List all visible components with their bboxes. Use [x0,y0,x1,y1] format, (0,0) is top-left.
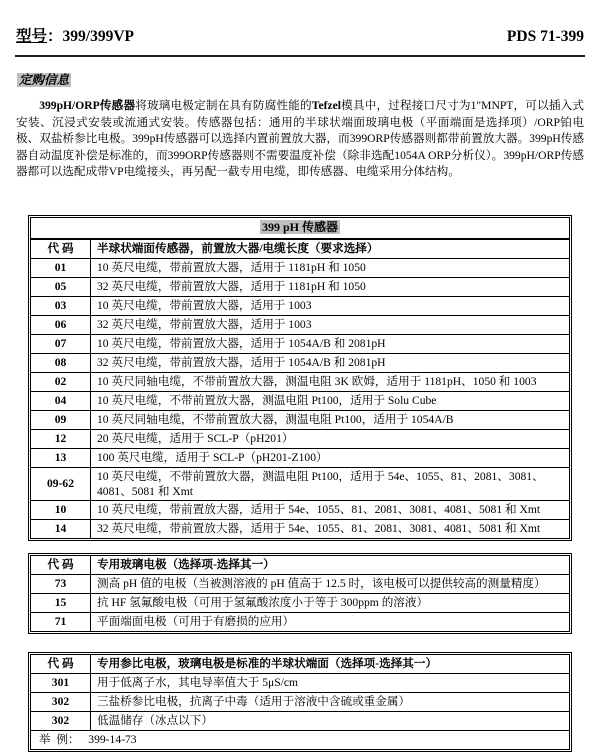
table-header-row [31,239,570,259]
section-heading-wrap [17,70,600,89]
code-cell: 03 [31,296,91,315]
table-row [31,391,570,410]
table-glass-electrode [28,553,572,634]
code-cell: 06 [31,315,91,334]
code-cell: 12 [31,429,91,448]
desc-cell: 平面端面电极（可用于有磨损的应用） [91,612,570,631]
desc-cell: 10 英尺电缆，不带前置放大器，测温电阻 Pt100，适用于 54e、1055、81、2081、3081、4081、5081 和 Xmt [91,467,570,500]
code-cell: 07 [31,334,91,353]
page-title [16,24,134,46]
table-reference-electrode [28,652,572,752]
model-value: 399/399VP [62,28,134,45]
table-row [31,574,570,593]
code-cell: 15 [31,593,91,612]
table-title: 399 pH 传感器 [261,220,338,235]
code-column-header: 代 码 [31,555,91,574]
code-cell: 14 [31,519,91,538]
code-column-header: 代 码 [31,654,91,673]
table-row [31,429,570,448]
table-row [31,448,570,467]
desc-cell: 测高 pH 值的电极（当被测溶液的 pH 值高于 12.5 时，该电极可以提供较高的测量精度） [91,574,570,593]
desc-cell: 20 英尺电缆，适用于 SCL-P（pH201） [91,429,570,448]
doc-number: PDS 71-399 [506,28,584,45]
table-row [31,410,570,429]
code-cell: 71 [31,612,91,631]
table-row [31,467,570,500]
desc-cell: 10 英尺同轴电缆，不带前置放大器，测温电阻 3K 欧姆，适用于 1181pH、1050 和 1003 [91,372,570,391]
code-cell: 02 [31,372,91,391]
desc-cell: 10 英尺同轴电缆，不带前置放大器，测温电阻 Pt100，适用于 1054A/B [91,410,570,429]
code-cell: 08 [31,353,91,372]
desc-cell: 32 英尺电缆，带前置放大器，适用于 54e、1055、81、2081、3081、4081、5081 和 Xmt [91,519,570,538]
code-column-header: 代 码 [31,239,91,259]
table-row [31,673,570,692]
intro-tefzel-bold: Tefzel [311,99,341,112]
desc-cell: 用于低离子水，其电导率值大于 5μS/cm [91,673,570,692]
desc-column-header: 专用玻璃电极（选择项-选择其一） [91,555,570,574]
example-cell: 举 例： 399-14-73 [31,730,570,749]
code-cell: 01 [31,258,91,277]
table-header-row [31,555,570,574]
table-header-row [31,654,570,673]
code-cell: 302 [31,711,91,730]
code-cell: 302 [31,692,91,711]
code-cell: 09-62 [31,467,91,500]
example-row [31,730,570,749]
doc-header [0,0,600,46]
intro-text-1: 将玻璃电极定制在具有防腐性能的 [135,99,312,112]
table-row [31,277,570,296]
code-cell: 09 [31,410,91,429]
header-divider [15,55,585,57]
code-cell: 73 [31,574,91,593]
table-row [31,372,570,391]
desc-cell: 低温储存（冰点以下） [91,711,570,730]
intro-lead-bold: 399pH/ORP传感器 [39,99,136,112]
table-row [31,334,570,353]
table-title-row [31,217,570,239]
table-row [31,258,570,277]
table-row [31,519,570,538]
desc-cell: 32 英尺电缆，带前置放大器，适用于 1054A/B 和 2081pH [91,353,570,372]
desc-cell: 32 英尺电缆，带前置放大器，适用于 1003 [91,315,570,334]
table-row [31,612,570,631]
desc-cell: 抗 HF 氢氟酸电极（可用于氢氟酸浓度小于等于 300ppm 的溶液） [91,593,570,612]
table-row [31,500,570,519]
table-399ph-sensor [28,215,572,541]
intro-text-2: 模具中，过程接口尺寸为1"MNPT，可以插入式安装、沉浸式安装或流通式安装。传感器包括：通用的半球状端面玻璃电极（平面端面是选择项）/ORP铂电极、双盐桥参比电极。399pH传感器可以选择内置前置放大器，而399ORP传感器则都带前置放大器。399pH传感器自动温度补偿是标准的，而399ORP传感器则不需要温度补偿（除非选配1054A ORP分析仪）。399pH/ORP传感器都可以选配成带VP电缆接头，再另配一截专用电缆，即传感器、电缆采用分体结构。 [16,99,584,179]
desc-cell: 10 英尺电缆，不带前置放大器，测温电阻 Pt100，适用于 Solu Cube [91,391,570,410]
code-cell: 04 [31,391,91,410]
model-label: 型号 [16,28,48,45]
desc-column-header: 半球状端面传感器，前置放大器/电缆长度（要求选择） [91,239,570,259]
desc-cell: 32 英尺电缆，带前置放大器，适用于 1181pH 和 1050 [91,277,570,296]
desc-cell: 10 英尺电缆，带前置放大器，适用于 1054A/B 和 2081pH [91,334,570,353]
code-cell: 13 [31,448,91,467]
code-cell: 301 [31,673,91,692]
model-colon: ： [47,28,63,45]
table-row [31,711,570,730]
desc-cell: 100 英尺电缆，适用于 SCL-P（pH201-Z100） [91,448,570,467]
table-row [31,593,570,612]
desc-cell: 10 英尺电缆，带前置放大器，适用于 1181pH 和 1050 [91,258,570,277]
desc-cell: 10 英尺电缆，带前置放大器，适用于 54e、1055、81、2081、3081、4081、5081 和 Xmt [91,500,570,519]
intro-paragraph [16,98,584,181]
code-cell: 05 [31,277,91,296]
desc-cell: 10 英尺电缆，带前置放大器，适用于 1003 [91,296,570,315]
table-row [31,315,570,334]
code-cell: 10 [31,500,91,519]
table-row [31,353,570,372]
desc-column-header: 专用参比电极，玻璃电极是标准的半球状端面（选择项-选择其一） [91,654,570,673]
table-row [31,692,570,711]
section-heading: 定购信息 [19,73,70,87]
desc-cell: 三盐桥参比电极，抗离子中毒（适用于溶液中含硫或重金属） [91,692,570,711]
table-row [31,296,570,315]
